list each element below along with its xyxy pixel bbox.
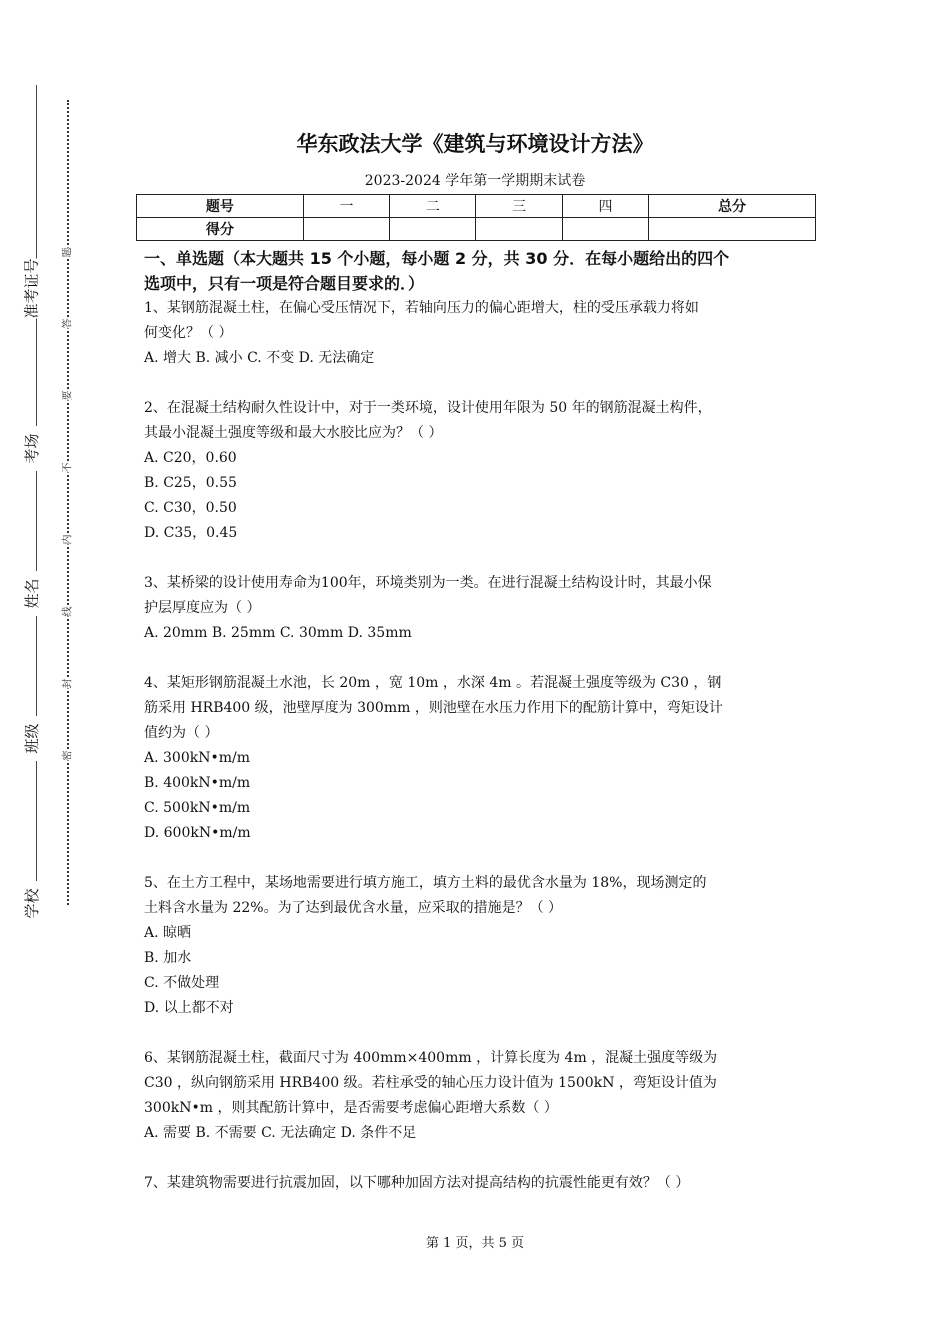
question-7: [144, 1171, 816, 1196]
score-cell[interactable]: [303, 218, 389, 241]
seal-char: 不: [59, 463, 74, 473]
name-label: 姓名: [24, 571, 41, 616]
seal-char: 要: [59, 391, 74, 401]
score-row-label: 得分: [137, 218, 304, 241]
question-option: D. 以上都不对: [144, 1000, 234, 1016]
score-cell[interactable]: [649, 218, 816, 241]
score-header-cell: 四: [562, 195, 648, 218]
page-title: 华东政法大学《建筑与环境设计方法》: [296, 132, 654, 156]
seal-char: 题: [59, 248, 74, 258]
question-3: [144, 571, 816, 646]
question-1: [144, 296, 816, 371]
score-table-score-row: [137, 218, 816, 241]
binding-line: [36, 85, 37, 925]
section-heading-line: 选项中，只有一项是符合题目要求的．）: [144, 274, 425, 293]
question-option: C. 500kN•m/m: [144, 800, 251, 816]
question-text: 土料含水量为 22%。为了达到最优含水量，应采取的措施是？（ ）: [144, 900, 563, 916]
question-5: [144, 871, 816, 1021]
page-footer: 第 1 页，共 5 页: [425, 1236, 525, 1251]
question-text: 5、在土方工程中，某场地需要进行填方施工，填方土料的最优含水量为 18%，现场测定的: [144, 875, 707, 891]
question-option: C. C30，0.50: [144, 500, 237, 516]
question-option: A. 增大 B. 减小 C. 不变 D. 无法确定: [144, 350, 375, 366]
score-cell[interactable]: [562, 218, 648, 241]
question-option: A. 晾晒: [144, 925, 192, 941]
question-option: A. 需要 B. 不需要 C. 无法确定 D. 条件不足: [144, 1125, 417, 1141]
score-table: [136, 194, 816, 241]
question-6: [144, 1046, 816, 1146]
question-option: B. C25，0.55: [144, 475, 237, 491]
question-option: A. 300kN•m/m: [144, 750, 250, 766]
score-cell[interactable]: [476, 218, 562, 241]
question-text: 3、某桥梁的设计使用寿命为100年，环境类别为一类。在进行混凝土结构设计时，其最小保: [144, 575, 712, 591]
score-header-cell: 三: [476, 195, 562, 218]
question-option: A. C20，0.60: [144, 450, 237, 466]
score-header-cell: 总分: [649, 195, 816, 218]
question-text: C30 ，纵向钢筋采用 HRB400 级。若柱承受的轴心压力设计值为 1500kN ，弯矩设计值为: [144, 1075, 717, 1091]
exam-room-label: 考场: [24, 426, 41, 471]
section-heading: [144, 246, 816, 296]
question-text: 筋采用 HRB400 级，池壁厚度为 300mm ，则池壁在水压力作用下的配筋计算中，弯矩设计: [144, 700, 723, 716]
score-header-cell: 一: [303, 195, 389, 218]
seal-char: 线: [59, 607, 74, 617]
page-subtitle: 2023-2024 学年第一学期期末试卷: [364, 173, 586, 189]
score-header-cell: 二: [390, 195, 476, 218]
exam-content: [144, 246, 816, 1196]
question-2: [144, 396, 816, 546]
section-heading-line: 一、单选题（本大题共 15 个小题，每小题 2 分，共 30 分．在每小题给出的四个: [144, 249, 730, 268]
question-option: B. 400kN•m/m: [144, 775, 251, 791]
question-4: [144, 671, 816, 846]
question-option: A. 20mm B. 25mm C. 30mm D. 35mm: [144, 625, 412, 641]
question-text: 护层厚度应为（ ）: [144, 600, 261, 616]
question-text: 其最小混凝土强度等级和最大水胶比应为？（ ）: [144, 425, 443, 441]
question-text: 300kN•m ，则其配筋计算中，是否需要考虑偏心距增大系数（ ）: [144, 1100, 558, 1116]
class-label: 班级: [24, 716, 41, 761]
score-cell[interactable]: [390, 218, 476, 241]
seal-char: 密: [59, 751, 74, 761]
exam-id-label: 准考证号: [22, 258, 41, 319]
seal-dotted-line: [67, 100, 69, 905]
score-table-header-row: [137, 195, 816, 218]
seal-char: 答: [59, 319, 74, 329]
question-text: 7、某建筑物需要进行抗震加固，以下哪种加固方法对提高结构的抗震性能更有效？（ ）: [144, 1175, 690, 1191]
score-header-cell: 题号: [137, 195, 304, 218]
question-text: 1、某钢筋混凝土柱，在偏心受压情况下，若轴向压力的偏心距增大，柱的受压承载力将如: [144, 300, 699, 316]
question-option: D. C35，0.45: [144, 525, 238, 541]
question-option: C. 不做处理: [144, 975, 220, 991]
seal-char: 内: [59, 535, 74, 545]
question-text: 4、某矩形钢筋混凝土水池，长 20m ，宽 10m ，水深 4m 。若混凝土强度等级为 C30 ，钢: [144, 675, 722, 691]
question-option: D. 600kN•m/m: [144, 825, 251, 841]
school-label: 学校: [24, 881, 41, 926]
question-text: 2、在混凝土结构耐久性设计中，对于一类环境，设计使用年限为 50 年的钢筋混凝土构件，: [144, 400, 712, 416]
question-text: 值约为（ ）: [144, 725, 219, 741]
question-text: 何变化？（ ）: [144, 325, 233, 341]
seal-char: 封: [59, 679, 74, 689]
binding-margin: [0, 0, 110, 1344]
question-text: 6、某钢筋混凝土柱，截面尺寸为 400mm×400mm ，计算长度为 4m ，混凝土强度等级为: [144, 1050, 718, 1066]
question-option: B. 加水: [144, 950, 192, 966]
